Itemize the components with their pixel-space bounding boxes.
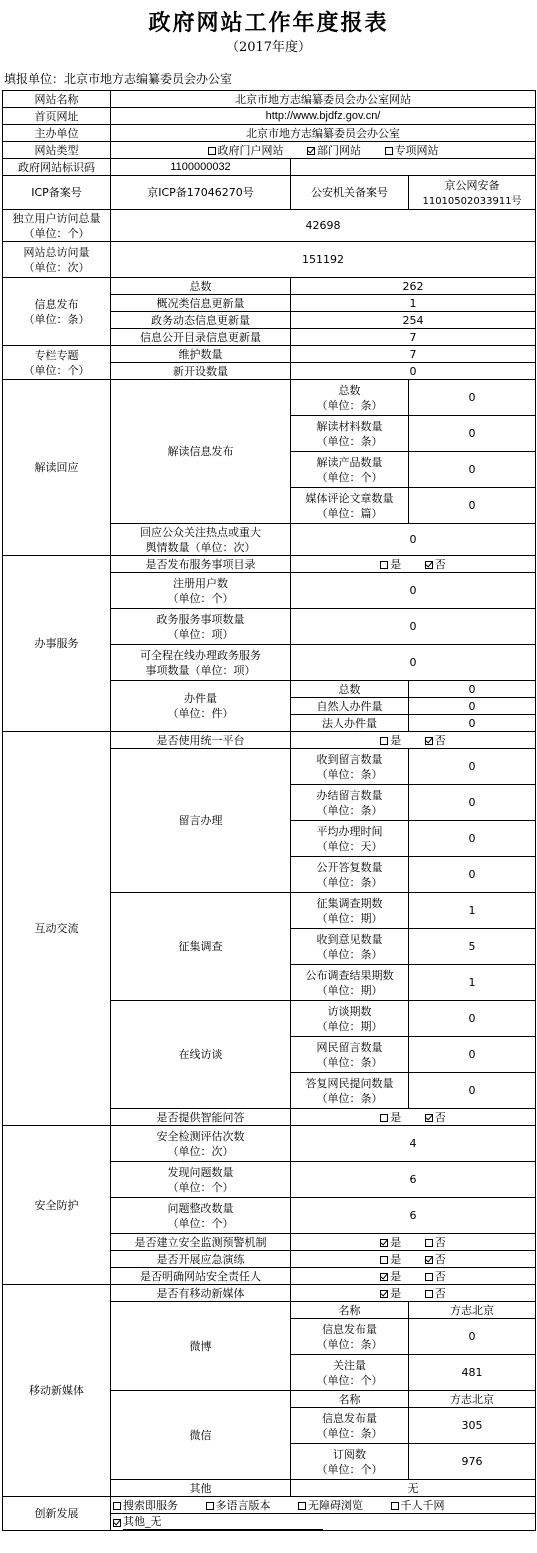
row-icp: ICP备案号 京ICP备17046270号 公安机关备案号 京公网安备 11010502033911号	[3, 176, 536, 210]
innovation-options: 搜索即服务 多语言版本 无障碍浏览 千人千网	[111, 1497, 536, 1514]
info-publish-label: 信息发布 （单位：条）	[3, 278, 111, 346]
checkbox-empty-icon[interactable]	[206, 1502, 214, 1510]
site-type-options: 政府门户网站 部门网站 专项网站	[111, 142, 536, 159]
checkbox-checked-icon[interactable]	[425, 561, 433, 569]
uv-value: 42698	[111, 210, 536, 242]
checkbox-empty-icon[interactable]	[380, 1114, 388, 1122]
interact-label: 互动交流	[3, 732, 111, 1126]
checkbox-empty-icon[interactable]	[298, 1502, 306, 1510]
checkbox-checked-icon[interactable]	[307, 147, 315, 155]
filler-unit: 填报单位：北京市地方志编纂委员会办公室	[4, 72, 233, 86]
checkbox-checked-icon[interactable]	[425, 1114, 433, 1122]
checkbox-checked-icon[interactable]	[425, 1256, 433, 1264]
checkbox-empty-icon[interactable]	[113, 1502, 121, 1510]
row-site-type: 网站类型 政府门户网站 部门网站 专项网站	[3, 142, 536, 159]
wechat-label: 微信	[111, 1391, 291, 1480]
innovation-label: 创新发展	[3, 1497, 111, 1531]
checkbox-checked-icon[interactable]	[425, 737, 433, 745]
site-name: 北京市地方志编纂委员会办公室网站	[111, 91, 536, 108]
police-number: 京公网安备 11010502033911号	[409, 176, 536, 210]
checkbox-checked-icon[interactable]	[380, 1239, 388, 1247]
mobile-media-label: 移动新媒体	[3, 1285, 111, 1497]
icp-number: 京ICP备17046270号	[111, 176, 291, 210]
checkbox-empty-icon[interactable]	[385, 147, 393, 155]
wechat-name: 方志北京	[409, 1391, 536, 1408]
row-site-url: 首页网址 http://www.bjdfz.gov.cn/	[3, 108, 536, 125]
checkbox-checked-icon[interactable]	[113, 1519, 121, 1527]
checkbox-empty-icon[interactable]	[380, 737, 388, 745]
checkbox-empty-icon[interactable]	[380, 1256, 388, 1264]
weibo-name: 方志北京	[409, 1302, 536, 1319]
special-topics-label: 专栏专题 （单位：个）	[3, 346, 111, 380]
security-label: 安全防护	[3, 1126, 111, 1285]
weibo-label: 微博	[111, 1302, 291, 1391]
checkbox-empty-icon[interactable]	[425, 1239, 433, 1247]
pv-value: 151192	[111, 242, 536, 278]
row-uv: 独立用户访问总量 （单位：个） 42698	[3, 210, 536, 242]
service-label: 办事服务	[3, 556, 111, 732]
checkbox-checked-icon[interactable]	[380, 1273, 388, 1281]
checkbox-empty-icon[interactable]	[391, 1502, 399, 1510]
checkbox-empty-icon[interactable]	[380, 561, 388, 569]
row-site-name: 网站名称 北京市地方志编纂委员会办公室网站	[3, 91, 536, 108]
site-url[interactable]: http://www.bjdfz.gov.cn/	[111, 108, 536, 125]
innovation-other: 其他_无	[123, 1514, 323, 1530]
report-year: （2017年度）	[225, 40, 312, 55]
checkbox-empty-icon[interactable]	[208, 147, 216, 155]
checkbox-empty-icon[interactable]	[425, 1273, 433, 1281]
page-title: 政府网站工作年度报表	[148, 10, 389, 36]
checkbox-checked-icon[interactable]	[380, 1290, 388, 1298]
host-unit: 北京市地方志编纂委员会办公室	[111, 125, 536, 142]
site-id: 1100000032	[111, 159, 291, 176]
row-site-id: 政府网站标识码 1100000032	[3, 159, 536, 176]
checkbox-empty-icon[interactable]	[425, 1290, 433, 1298]
row-pv: 网站总访问量 （单位：次） 151192	[3, 242, 536, 278]
report-table: 网站名称 北京市地方志编纂委员会办公室网站 首页网址 http://www.bjdfz.gov.cn/ 主办单位 北京市地方志编纂委员会办公室 网站类型 政府门户网站 部门网站 专项网站 政府网站标识码 1100000032 ICP备案号 京ICP备17046270号 公安机关备案号 京公网安备 11010502033911号 独立用户访问总量 （单位：个） 42698 网站总访问量 （单位：次） 151192 信息发布 （单位：条） 总数 262 概况类信息更新量 1 政务动态信息更新量 254 信息公开目录信息更新量 7 专栏专题 （单位：个） 维护数量 7 新开设数量 0 解读回应 解读信息发布 总数 （单位：条） 0 解读材料数量 （单位：条） 0 解读产品数量 （单位：个） 0 媒体评论文章数量 （单位：篇） 0 回应公众关注热点或重大 舆情数量（单位：次） 0 办事服务 是否发布服务事项目录 是 否 注册用户数 （单位：个） 0 政务服务事项数量 （单位：项） 0 可全程在线办理政务服务 事项数量（单位：项） 0 办件量 （单位：件） 总数 0 自然人办件量 0 法人办件量 0 互动交流 是否使用统一平台 是 否 留言办理 收到留言数量 （单位：条） 0 办结留言数量 （单位：条） 0 平均办理时间 （单位：天） 0 公开答复数量 （单位：条） 0 征集调查 征集调查期数 （单位：期） 1 收到意见数量 （单位：条） 5 公布调查结果期数 （单位：期） 1 在线访谈 访谈期数 （单位：期） 0 网民留言数量 （单位：条） 0 答复网民提问数量 （单位：条） 0 是否提供智能问答 是 否 安全防护 安全检测评估次数 （单位：次） 4 发现问题数量 （单位：个） 6 问题整改数量 （单位：个） 6 是否建立安全监测预警机制 是 否 是否开展应急演练 是 否 是否明确网站安全责任人 是 否 移动新媒体 是否有移动新媒体 是 否 微博 名称 方志北京 信息发布量 （单位：条） 0 关注量 （单位：个） 481 微信 名称 方志北京 信息发布量 （单位：条） 305 订阅数 （单位：个） 976 其他 无 创新发展 搜索即服务 多语言版本 无障碍浏览 千人千网 其他_无	[2, 90, 536, 1531]
row-host: 主办单位 北京市地方志编纂委员会办公室	[3, 125, 536, 142]
interpret-label: 解读回应	[3, 380, 111, 556]
